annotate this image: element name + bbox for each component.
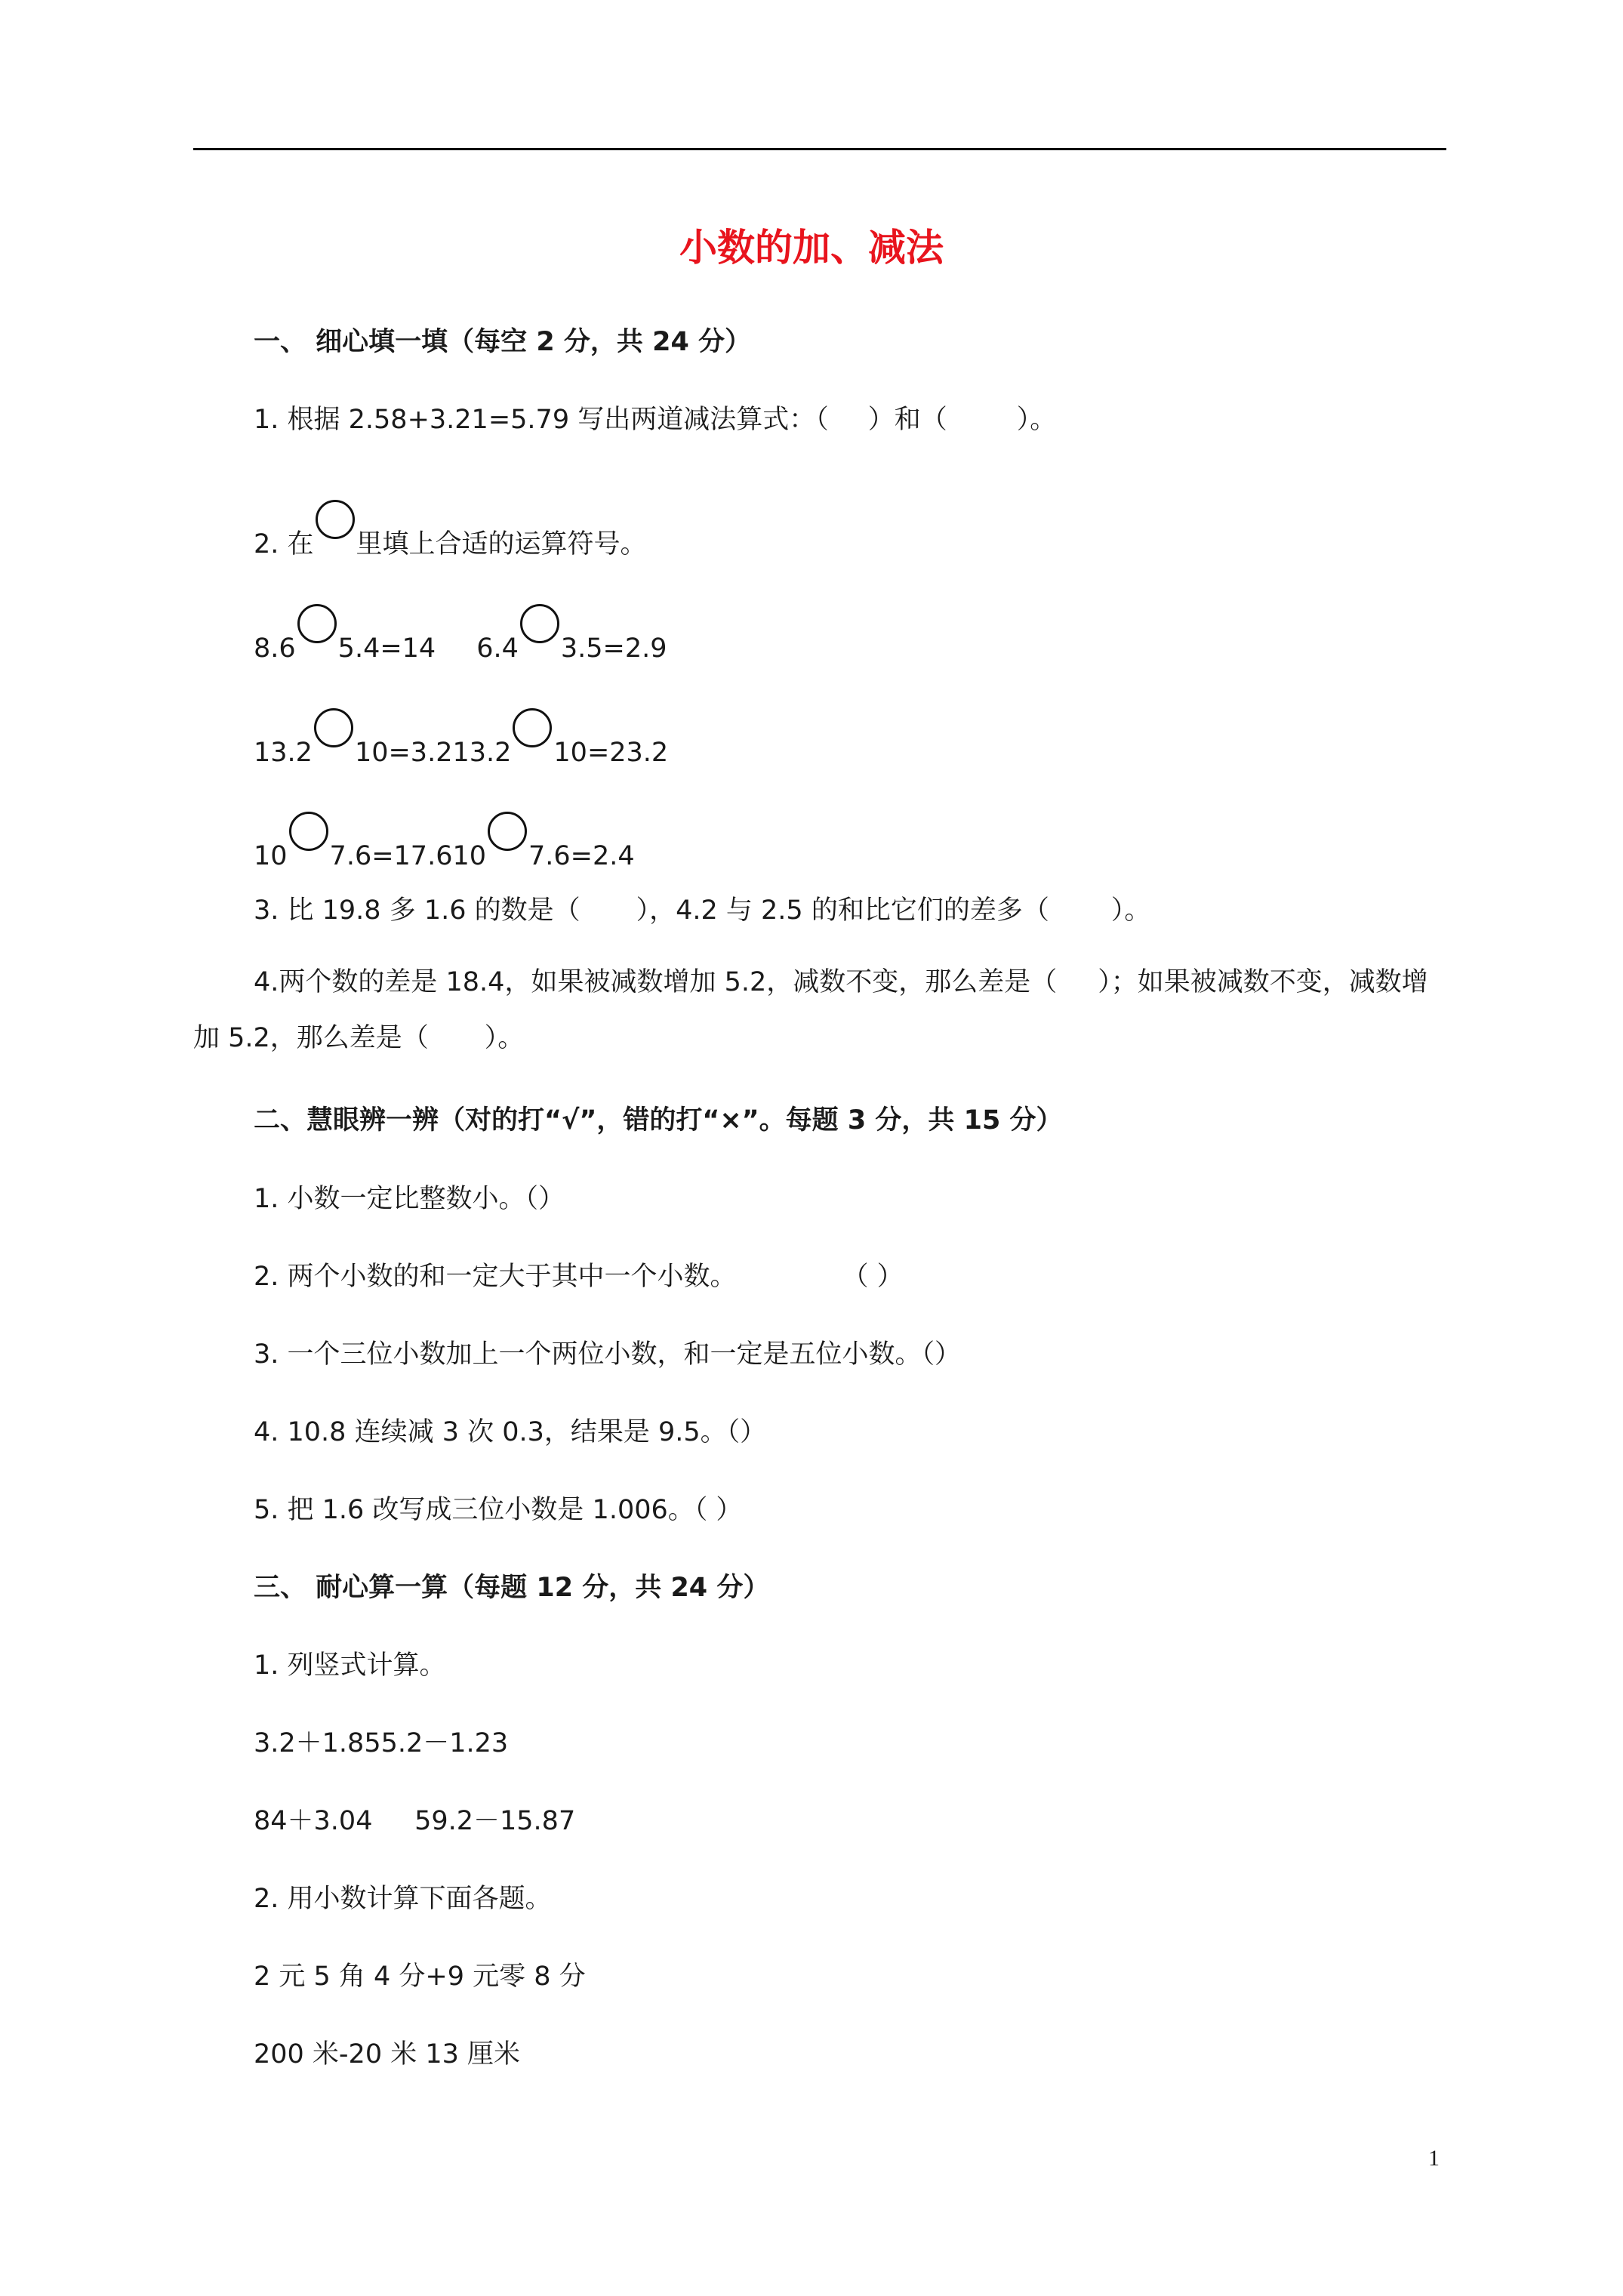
section1-heading: 一、 细心填一填（每空 2 分，共 24 分） — [254, 327, 751, 357]
s1-q3-text-c: ）。 — [1110, 895, 1151, 926]
s2-item-3: 3. 一个三位小数加上一个两位小数，和一定是五位小数。（） — [254, 1339, 962, 1370]
s1-row1-p2: 5.4=14 — [337, 633, 436, 664]
s1-row3-p3: 7.6=2.4 — [528, 841, 635, 871]
s1-question-2 — [254, 500, 647, 561]
s1-q2-text-b: 里填上合适的运算符号。 — [356, 529, 647, 559]
s1-row-2 — [254, 708, 668, 768]
s1-row-1 — [254, 604, 667, 664]
s1-q3-text-a: 3. 比 19.8 多 1.6 的数是（ — [254, 895, 581, 926]
s1-q3-text-b: ），4.2 与 2.5 的和比它们的差多（ — [636, 895, 1049, 926]
circle-blank-icon — [513, 708, 552, 747]
s2-item-2-paren: （ ） — [842, 1262, 904, 1292]
s1-question-3 — [254, 889, 1150, 927]
s1-question-1 — [254, 399, 1056, 436]
s2-item-5: 5. 把 1.6 改写成三位小数是 1.006。（ ） — [254, 1495, 743, 1525]
circle-blank-icon — [297, 604, 337, 643]
s3-calc-line-3: 2 元 5 角 4 分+9 元零 8 分 — [254, 1962, 586, 1992]
s2-item-2 — [254, 1256, 904, 1293]
circle-blank-icon — [520, 604, 559, 643]
s1-q4-text-a: 4.两个数的差是 18.4，如果被减数增加 5.2，减数不变，那么差是（ — [254, 967, 1058, 997]
s3-calc-line-1: 3.2＋1.855.2－1.23 — [254, 1728, 509, 1758]
section3-heading: 三、 耐心算一算（每题 12 分，共 24 分） — [254, 1573, 770, 1603]
s1-q2-text-a: 2. 在 — [254, 529, 314, 559]
s1-q1-text-b: ）和（ — [867, 405, 947, 435]
circle-blank-icon — [314, 708, 353, 747]
s1-row1-p4: 3.5=2.9 — [560, 633, 667, 664]
s1-q4-text-c: ）。 — [484, 1023, 525, 1053]
circle-blank-icon — [289, 812, 328, 851]
s2-item-2-text: 2. 两个小数的和一定大于其中一个小数。 — [254, 1262, 737, 1292]
s1-row1-p1: 8.6 — [254, 633, 296, 664]
s1-row-3 — [254, 812, 635, 871]
s3-question-2: 2. 用小数计算下面各题。 — [254, 1884, 552, 1914]
s1-row3-p1: 10 — [254, 841, 288, 871]
s3-calc-line-4: 200 米-20 米 13 厘米 — [254, 2039, 521, 2069]
s1-row2-p3: 10=23.2 — [553, 738, 669, 768]
s1-row2-p1: 13.2 — [254, 738, 313, 768]
s3-question-1: 1. 列竖式计算。 — [254, 1650, 446, 1681]
section2-heading: 二、慧眼辨一辨（对的打“√”，错的打“×”。每题 3 分，共 15 分） — [254, 1105, 1063, 1136]
circle-blank-icon — [488, 812, 527, 851]
circle-blank-icon — [316, 500, 355, 539]
s2-item-1: 1. 小数一定比整数小。（） — [254, 1184, 565, 1214]
page-number: 1 — [1428, 2146, 1440, 2171]
page-title: 小数的加、减法 — [679, 226, 944, 270]
s3-calc-line-2: 84＋3.04 59.2－15.87 — [254, 1806, 576, 1836]
s1-row2-p2: 10=3.213.2 — [354, 738, 512, 768]
s1-row1-p3: 6.4 — [476, 633, 519, 664]
s1-q4-text-b: ）；如果被减数不变，减数增加 5.2，那么差是（ — [193, 967, 1428, 1053]
header-rule — [193, 148, 1446, 150]
s1-row3-p2: 7.6=17.610 — [329, 841, 487, 871]
s1-q1-text-c: ）。 — [1016, 405, 1057, 435]
s2-item-4: 4. 10.8 连续减 3 次 0.3，结果是 9.5。（） — [254, 1417, 767, 1447]
s1-question-4 — [193, 954, 1446, 1066]
s1-q1-text-a: 1. 根据 2.58+3.21=5.79 写出两道减法算式：（ — [254, 405, 829, 435]
